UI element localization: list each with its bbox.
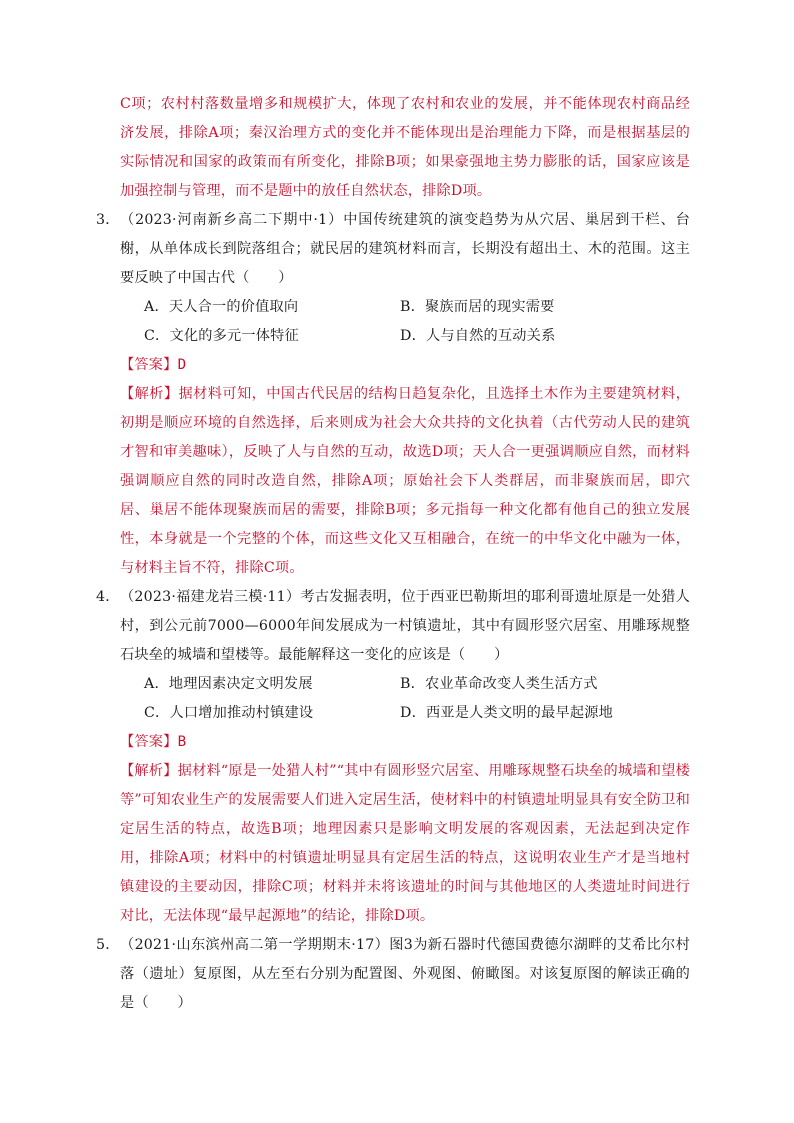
option-a: A．天人合一的价值取向: [144, 299, 299, 315]
option-b: B．聚族而居的现实需要: [400, 299, 555, 315]
analysis-tag: 【解析】: [120, 386, 179, 402]
question-4-options: [120, 670, 690, 728]
option-b: B．农业革命改变人类生活方式: [400, 676, 598, 692]
analysis-paragraph: [120, 380, 690, 583]
question-number: 3．: [96, 212, 120, 228]
intro-analysis-text: C项；农村村落数量增多和规模扩大，体现了农村和农业的发展，并不能体现农村商品经济发展，排除A项；秦汉治理方式的变化并不能体现出是治理能力下降，而是根据基层的实际情况和国家的政策而有所变化，排除B项；如果豪强地主势力膨胀的话，国家应该是加强控制与管理，而不是题中的放任自然状态，排除D项。: [120, 96, 690, 199]
answer-line: [120, 728, 690, 757]
question-5-stem: [96, 931, 690, 1018]
analysis-text: 据材料“原是一处猎人村”“其中有圆形竖穴居室、用雕琢规整石块垒的城墙和望楼等”可知农业生产的发展需要人们进入定居生活，使材料中的村镇遗址明显具有安全防卫和定居生活的特点，故选B项；地理因素只是影响文明发展的客观因素，无法起到决定作用，排除A项；材料中的村镇遗址明显具有定居生活的特点，这说明农业生产才是当地村镇建设的主要动因，排除C项；材料并未将该遗址的时间与其他地区的人类遗址时间进行对比，无法体现“最早起源地”的结论，排除D项。: [120, 763, 690, 924]
question-text: （2021·山东滨州高二第一学期期末·17）图3为新石器时代德国费德尔湖畔的艾希比尔村落（遗址）复原图，从左至右分别为配置图、外观图、俯瞰图。对该复原图的解读正确的是（ ）: [120, 937, 690, 1011]
analysis-tag: 【解析】: [120, 763, 178, 779]
analysis-paragraph: [120, 757, 690, 931]
question-number: 4．: [96, 589, 120, 605]
question-text: （2023·福建龙岩三模·11）考古发掘表明，位于西亚巴勒斯坦的耶利哥遗址原是一处猎人村，到公元前7000—6000年间发展成为一村镇遗址，其中有圆形竖穴居室、用雕琢规整石块垒的城墙和望楼等。最能解释这一变化的应该是（ ）: [120, 589, 690, 663]
answer-value: B: [177, 734, 187, 750]
option-c: C．文化的多元一体特征: [144, 328, 299, 344]
answer-tag: 【答案】: [120, 357, 178, 373]
option-d: D．西亚是人类文明的最早起源地: [400, 705, 614, 721]
option-c: C．人口增加推动村镇建设: [144, 705, 314, 721]
answer-value: D: [177, 357, 187, 373]
question-3-stem: [96, 206, 690, 293]
question-5: [96, 931, 690, 1018]
analysis-text: 据材料可知，中国古代民居的结构日趋复杂化，且选择土木作为主要建筑材料，初期是顺应环境的自然选择，后来则成为社会大众共持的文化执着（古代劳动人民的建筑才智和审美趣味），反映了人与自然的互动，故选D项；天人合一更强调顺应自然，而材料强调顺应自然的同时改造自然，排除A项；原始社会下人类群居，而非聚族而居，即穴居、巢居不能体现聚族而居的需要，排除B项；多元指每一种文化都有他自己的独立发展性，本身就是一个完整的个体，而这些文化又互相融合，在统一的中华文化中融为一体，与材料主旨不符，排除C项。: [120, 386, 690, 576]
answer-line: [120, 351, 690, 380]
option-a: A．地理因素决定文明发展: [144, 676, 313, 692]
question-3-options: [120, 293, 690, 351]
question-4-stem: [96, 583, 690, 670]
question-text: （2023·河南新乡高二下期中·1）中国传统建筑的演变趋势为从穴居、巢居到干栏、台榭，从单体成长到院落组合；就民居的建筑材料而言，长期没有超出土、木的范围。这主要反映了中国古代（ ）: [120, 212, 690, 286]
option-d: D．人与自然的互动关系: [400, 328, 556, 344]
question-4: [96, 583, 690, 931]
question-3: [96, 206, 690, 583]
question-number: 5．: [96, 937, 120, 953]
answer-tag: 【答案】: [120, 734, 178, 750]
document-content: [96, 90, 690, 1018]
